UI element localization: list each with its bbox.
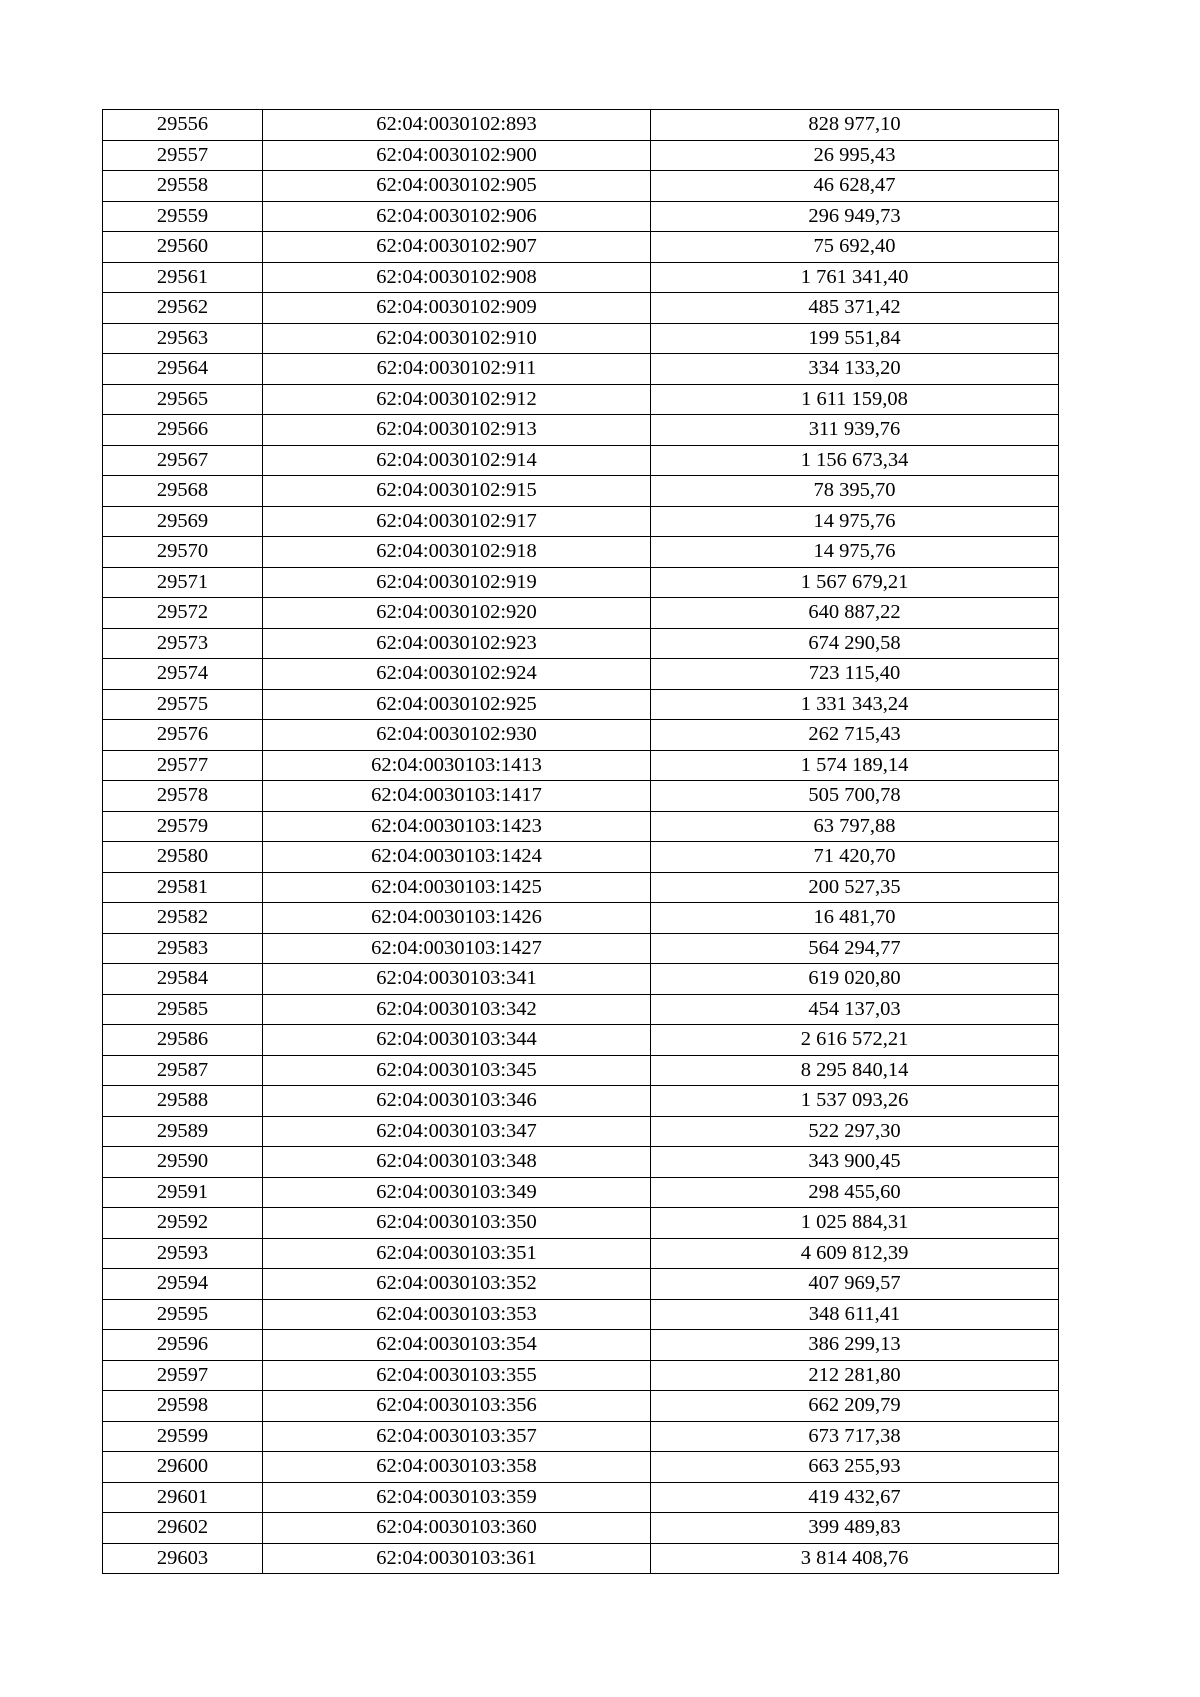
- table-row: [103, 1513, 1059, 1544]
- row-number-cell: 29569: [103, 506, 263, 537]
- table-row: [103, 1391, 1059, 1422]
- table-row: [103, 1208, 1059, 1239]
- table-row: [103, 476, 1059, 507]
- cadastral-number-cell: 62:04:0030103:342: [263, 994, 651, 1025]
- table-row: [103, 689, 1059, 720]
- table-row: [103, 598, 1059, 629]
- table-row: [103, 1116, 1059, 1147]
- table-row: [103, 1025, 1059, 1056]
- row-number-cell: 29570: [103, 537, 263, 568]
- cadastral-number-cell: 62:04:0030103:349: [263, 1177, 651, 1208]
- cadastral-value-cell: 505 700,78: [651, 781, 1059, 812]
- row-number-cell: 29565: [103, 384, 263, 415]
- table-row: [103, 140, 1059, 171]
- cadastral-number-cell: 62:04:0030103:1423: [263, 811, 651, 842]
- cadastral-value-cell: 1 537 093,26: [651, 1086, 1059, 1117]
- cadastral-number-cell: 62:04:0030103:1424: [263, 842, 651, 873]
- cadastral-value-cell: 3 814 408,76: [651, 1543, 1059, 1574]
- table-row: [103, 1360, 1059, 1391]
- cadastral-value-cell: 199 551,84: [651, 323, 1059, 354]
- cadastral-number-cell: 62:04:0030102:924: [263, 659, 651, 690]
- cadastral-value-cell: 564 294,77: [651, 933, 1059, 964]
- cadastral-number-cell: 62:04:0030103:359: [263, 1482, 651, 1513]
- cadastral-number-cell: 62:04:0030103:348: [263, 1147, 651, 1178]
- row-number-cell: 29602: [103, 1513, 263, 1544]
- cadastral-value-cell: 1 611 159,08: [651, 384, 1059, 415]
- cadastral-value-cell: 419 432,67: [651, 1482, 1059, 1513]
- cadastral-number-cell: 62:04:0030103:1427: [263, 933, 651, 964]
- row-number-cell: 29561: [103, 262, 263, 293]
- cadastral-number-cell: 62:04:0030103:357: [263, 1421, 651, 1452]
- cadastral-number-cell: 62:04:0030103:347: [263, 1116, 651, 1147]
- row-number-cell: 29564: [103, 354, 263, 385]
- table-row: [103, 781, 1059, 812]
- cadastral-value-cell: 8 295 840,14: [651, 1055, 1059, 1086]
- table-row: [103, 262, 1059, 293]
- cadastral-value-cell: 63 797,88: [651, 811, 1059, 842]
- cadastral-value-cell: 200 527,35: [651, 872, 1059, 903]
- cadastral-number-cell: 62:04:0030102:909: [263, 293, 651, 324]
- table-row: [103, 720, 1059, 751]
- cadastral-value-cell: 78 395,70: [651, 476, 1059, 507]
- table-row: [103, 1543, 1059, 1574]
- cadastral-value-cell: 723 115,40: [651, 659, 1059, 690]
- table-row: [103, 506, 1059, 537]
- table-row: [103, 964, 1059, 995]
- row-number-cell: 29580: [103, 842, 263, 873]
- table-row: [103, 1482, 1059, 1513]
- cadastral-value-table: [102, 109, 1059, 1574]
- row-number-cell: 29558: [103, 171, 263, 202]
- row-number-cell: 29571: [103, 567, 263, 598]
- table-row: [103, 293, 1059, 324]
- cadastral-number-cell: 62:04:0030102:908: [263, 262, 651, 293]
- row-number-cell: 29581: [103, 872, 263, 903]
- row-number-cell: 29590: [103, 1147, 263, 1178]
- row-number-cell: 29576: [103, 720, 263, 751]
- table-row: [103, 567, 1059, 598]
- cadastral-number-cell: 62:04:0030102:900: [263, 140, 651, 171]
- table-row: [103, 903, 1059, 934]
- cadastral-number-cell: 62:04:0030102:893: [263, 110, 651, 141]
- row-number-cell: 29579: [103, 811, 263, 842]
- cadastral-number-cell: 62:04:0030102:930: [263, 720, 651, 751]
- cadastral-value-cell: 262 715,43: [651, 720, 1059, 751]
- table-row: [103, 537, 1059, 568]
- cadastral-number-cell: 62:04:0030103:358: [263, 1452, 651, 1483]
- table-row: [103, 811, 1059, 842]
- row-number-cell: 29584: [103, 964, 263, 995]
- cadastral-number-cell: 62:04:0030102:923: [263, 628, 651, 659]
- row-number-cell: 29572: [103, 598, 263, 629]
- row-number-cell: 29559: [103, 201, 263, 232]
- cadastral-number-cell: 62:04:0030103:355: [263, 1360, 651, 1391]
- cadastral-value-cell: 674 290,58: [651, 628, 1059, 659]
- cadastral-value-cell: 663 255,93: [651, 1452, 1059, 1483]
- cadastral-number-cell: 62:04:0030102:925: [263, 689, 651, 720]
- row-number-cell: 29596: [103, 1330, 263, 1361]
- cadastral-number-cell: 62:04:0030102:917: [263, 506, 651, 537]
- table-row: [103, 872, 1059, 903]
- table-row: [103, 323, 1059, 354]
- cadastral-number-cell: 62:04:0030102:913: [263, 415, 651, 446]
- cadastral-value-cell: 334 133,20: [651, 354, 1059, 385]
- cadastral-value-cell: 662 209,79: [651, 1391, 1059, 1422]
- table-row: [103, 1330, 1059, 1361]
- table-row: [103, 750, 1059, 781]
- cadastral-value-cell: 14 975,76: [651, 537, 1059, 568]
- table-row: [103, 994, 1059, 1025]
- cadastral-value-cell: 16 481,70: [651, 903, 1059, 934]
- cadastral-number-cell: 62:04:0030102:915: [263, 476, 651, 507]
- cadastral-number-cell: 62:04:0030103:344: [263, 1025, 651, 1056]
- row-number-cell: 29577: [103, 750, 263, 781]
- table-body: [103, 110, 1059, 1574]
- cadastral-number-cell: 62:04:0030103:360: [263, 1513, 651, 1544]
- table-row: [103, 1055, 1059, 1086]
- row-number-cell: 29582: [103, 903, 263, 934]
- cadastral-number-cell: 62:04:0030103:353: [263, 1299, 651, 1330]
- cadastral-number-cell: 62:04:0030103:350: [263, 1208, 651, 1239]
- table-row: [103, 1299, 1059, 1330]
- row-number-cell: 29586: [103, 1025, 263, 1056]
- table-row: [103, 354, 1059, 385]
- cadastral-value-cell: 828 977,10: [651, 110, 1059, 141]
- cadastral-value-cell: 4 609 812,39: [651, 1238, 1059, 1269]
- table-row: [103, 1147, 1059, 1178]
- cadastral-number-cell: 62:04:0030103:352: [263, 1269, 651, 1300]
- cadastral-value-cell: 386 299,13: [651, 1330, 1059, 1361]
- cadastral-value-cell: 1 156 673,34: [651, 445, 1059, 476]
- row-number-cell: 29562: [103, 293, 263, 324]
- row-number-cell: 29560: [103, 232, 263, 263]
- cadastral-number-cell: 62:04:0030103:1413: [263, 750, 651, 781]
- table-row: [103, 1269, 1059, 1300]
- table-row: [103, 1452, 1059, 1483]
- table-row: [103, 201, 1059, 232]
- cadastral-value-cell: 46 628,47: [651, 171, 1059, 202]
- row-number-cell: 29600: [103, 1452, 263, 1483]
- cadastral-value-cell: 71 420,70: [651, 842, 1059, 873]
- row-number-cell: 29595: [103, 1299, 263, 1330]
- cadastral-value-cell: 640 887,22: [651, 598, 1059, 629]
- cadastral-number-cell: 62:04:0030102:905: [263, 171, 651, 202]
- cadastral-value-cell: 1 761 341,40: [651, 262, 1059, 293]
- row-number-cell: 29566: [103, 415, 263, 446]
- row-number-cell: 29593: [103, 1238, 263, 1269]
- row-number-cell: 29578: [103, 781, 263, 812]
- table-row: [103, 1086, 1059, 1117]
- row-number-cell: 29574: [103, 659, 263, 690]
- row-number-cell: 29591: [103, 1177, 263, 1208]
- table-row: [103, 384, 1059, 415]
- cadastral-value-cell: 399 489,83: [651, 1513, 1059, 1544]
- table-row: [103, 415, 1059, 446]
- cadastral-value-cell: 1 567 679,21: [651, 567, 1059, 598]
- row-number-cell: 29563: [103, 323, 263, 354]
- table-row: [103, 445, 1059, 476]
- cadastral-value-cell: 454 137,03: [651, 994, 1059, 1025]
- row-number-cell: 29598: [103, 1391, 263, 1422]
- table-row: [103, 1238, 1059, 1269]
- row-number-cell: 29557: [103, 140, 263, 171]
- cadastral-value-cell: 1 331 343,24: [651, 689, 1059, 720]
- cadastral-value-cell: 619 020,80: [651, 964, 1059, 995]
- cadastral-number-cell: 62:04:0030102:910: [263, 323, 651, 354]
- cadastral-value-cell: 343 900,45: [651, 1147, 1059, 1178]
- table-row: [103, 628, 1059, 659]
- cadastral-number-cell: 62:04:0030102:907: [263, 232, 651, 263]
- cadastral-value-cell: 296 949,73: [651, 201, 1059, 232]
- cadastral-value-cell: 407 969,57: [651, 1269, 1059, 1300]
- table-row: [103, 232, 1059, 263]
- cadastral-number-cell: 62:04:0030102:906: [263, 201, 651, 232]
- cadastral-value-cell: 26 995,43: [651, 140, 1059, 171]
- row-number-cell: 29568: [103, 476, 263, 507]
- row-number-cell: 29588: [103, 1086, 263, 1117]
- row-number-cell: 29589: [103, 1116, 263, 1147]
- row-number-cell: 29575: [103, 689, 263, 720]
- cadastral-number-cell: 62:04:0030103:1426: [263, 903, 651, 934]
- cadastral-number-cell: 62:04:0030103:356: [263, 1391, 651, 1422]
- cadastral-value-cell: 485 371,42: [651, 293, 1059, 324]
- table-row: [103, 933, 1059, 964]
- table-row: [103, 659, 1059, 690]
- cadastral-value-cell: 14 975,76: [651, 506, 1059, 537]
- row-number-cell: 29603: [103, 1543, 263, 1574]
- row-number-cell: 29573: [103, 628, 263, 659]
- cadastral-value-cell: 298 455,60: [651, 1177, 1059, 1208]
- table-row: [103, 842, 1059, 873]
- cadastral-value-cell: 311 939,76: [651, 415, 1059, 446]
- row-number-cell: 29599: [103, 1421, 263, 1452]
- row-number-cell: 29583: [103, 933, 263, 964]
- row-number-cell: 29556: [103, 110, 263, 141]
- cadastral-number-cell: 62:04:0030102:912: [263, 384, 651, 415]
- cadastral-number-cell: 62:04:0030102:918: [263, 537, 651, 568]
- cadastral-number-cell: 62:04:0030102:914: [263, 445, 651, 476]
- cadastral-number-cell: 62:04:0030102:920: [263, 598, 651, 629]
- cadastral-number-cell: 62:04:0030103:351: [263, 1238, 651, 1269]
- table-row: [103, 171, 1059, 202]
- cadastral-number-cell: 62:04:0030103:1417: [263, 781, 651, 812]
- cadastral-value-cell: 673 717,38: [651, 1421, 1059, 1452]
- cadastral-number-cell: 62:04:0030103:354: [263, 1330, 651, 1361]
- cadastral-number-cell: 62:04:0030102:911: [263, 354, 651, 385]
- cadastral-value-cell: 1 574 189,14: [651, 750, 1059, 781]
- cadastral-value-cell: 212 281,80: [651, 1360, 1059, 1391]
- row-number-cell: 29597: [103, 1360, 263, 1391]
- cadastral-number-cell: 62:04:0030103:341: [263, 964, 651, 995]
- row-number-cell: 29592: [103, 1208, 263, 1239]
- table-row: [103, 110, 1059, 141]
- table-row: [103, 1421, 1059, 1452]
- cadastral-number-cell: 62:04:0030103:1425: [263, 872, 651, 903]
- row-number-cell: 29594: [103, 1269, 263, 1300]
- cadastral-number-cell: 62:04:0030103:361: [263, 1543, 651, 1574]
- row-number-cell: 29567: [103, 445, 263, 476]
- cadastral-value-cell: 75 692,40: [651, 232, 1059, 263]
- table-row: [103, 1177, 1059, 1208]
- cadastral-value-cell: 522 297,30: [651, 1116, 1059, 1147]
- cadastral-number-cell: 62:04:0030103:346: [263, 1086, 651, 1117]
- cadastral-value-cell: 348 611,41: [651, 1299, 1059, 1330]
- cadastral-value-cell: 2 616 572,21: [651, 1025, 1059, 1056]
- cadastral-number-cell: 62:04:0030103:345: [263, 1055, 651, 1086]
- row-number-cell: 29585: [103, 994, 263, 1025]
- cadastral-value-cell: 1 025 884,31: [651, 1208, 1059, 1239]
- row-number-cell: 29601: [103, 1482, 263, 1513]
- cadastral-number-cell: 62:04:0030102:919: [263, 567, 651, 598]
- row-number-cell: 29587: [103, 1055, 263, 1086]
